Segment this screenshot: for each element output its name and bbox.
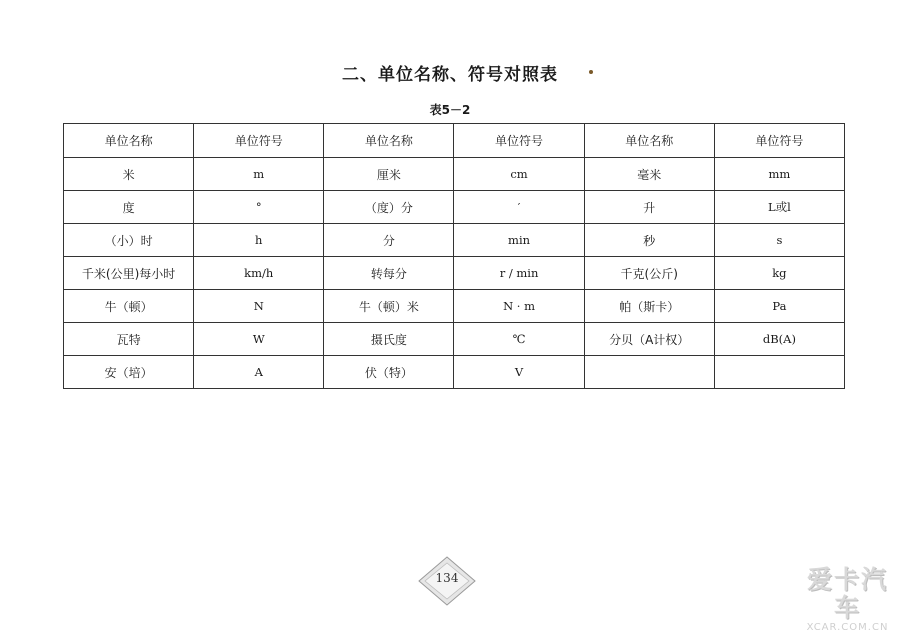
unit-symbol-cell: r / min bbox=[454, 257, 584, 290]
unit-name-cell: 伏（特） bbox=[324, 356, 454, 389]
unit-name-cell: 摄氏度 bbox=[324, 323, 454, 356]
unit-name-cell: 厘米 bbox=[324, 158, 454, 191]
watermark-logo-text: 爱卡汽车 bbox=[806, 565, 888, 622]
unit-name-cell: 帕（斯卡） bbox=[584, 290, 714, 323]
header-unit-symbol: 单位符号 bbox=[454, 124, 584, 158]
table-row bbox=[64, 224, 845, 257]
unit-name-cell: 毫米 bbox=[584, 158, 714, 191]
unit-name-cell: 千米(公里)每小时 bbox=[64, 257, 194, 290]
unit-symbol-cell: kg bbox=[714, 257, 844, 290]
unit-name-cell: 米 bbox=[64, 158, 194, 191]
unit-symbol-cell: cm bbox=[454, 158, 584, 191]
unit-name-cell bbox=[584, 356, 714, 389]
watermark-url-text: XCAR.COM.CN bbox=[806, 622, 889, 633]
table-row bbox=[64, 290, 845, 323]
header-unit-name: 单位名称 bbox=[584, 124, 714, 158]
table-row bbox=[64, 257, 845, 290]
header-unit-symbol: 单位符号 bbox=[194, 124, 324, 158]
unit-symbol-cell: h bbox=[194, 224, 324, 257]
decorative-dot bbox=[589, 70, 593, 74]
unit-symbol-cell: Pa bbox=[714, 290, 844, 323]
unit-symbol-cell: N bbox=[194, 290, 324, 323]
unit-name-cell: 牛（顿）米 bbox=[324, 290, 454, 323]
header-unit-name: 单位名称 bbox=[64, 124, 194, 158]
watermark-logo bbox=[795, 565, 900, 633]
unit-name-cell: 转每分 bbox=[324, 257, 454, 290]
unit-name-cell: 分贝（A计权） bbox=[584, 323, 714, 356]
unit-symbol-cell: s bbox=[714, 224, 844, 257]
unit-symbol-cell: mm bbox=[714, 158, 844, 191]
unit-symbol-cell: ° bbox=[194, 191, 324, 224]
unit-name-cell: 千克(公斤) bbox=[584, 257, 714, 290]
unit-name-cell: 安（培） bbox=[64, 356, 194, 389]
unit-symbol-cell bbox=[714, 356, 844, 389]
unit-symbol-cell: ℃ bbox=[454, 323, 584, 356]
unit-name-cell: 瓦特 bbox=[64, 323, 194, 356]
unit-name-cell: （小）时 bbox=[64, 224, 194, 257]
unit-name-cell: 分 bbox=[324, 224, 454, 257]
unit-symbol-cell: m bbox=[194, 158, 324, 191]
unit-symbol-cell: W bbox=[194, 323, 324, 356]
table-row bbox=[64, 356, 845, 389]
unit-name-cell: 秒 bbox=[584, 224, 714, 257]
unit-name-cell: 度 bbox=[64, 191, 194, 224]
table-caption: 表5－2 bbox=[429, 103, 471, 117]
unit-name-cell: 升 bbox=[584, 191, 714, 224]
unit-symbol-cell: ′ bbox=[454, 191, 584, 224]
unit-symbol-cell: V bbox=[454, 356, 584, 389]
table-row bbox=[64, 323, 845, 356]
unit-symbol-cell: N · m bbox=[454, 290, 584, 323]
unit-symbol-table bbox=[63, 123, 845, 389]
unit-name-cell: 牛（顿） bbox=[64, 290, 194, 323]
unit-symbol-cell: A bbox=[194, 356, 324, 389]
table-row bbox=[64, 191, 845, 224]
header-unit-name: 单位名称 bbox=[324, 124, 454, 158]
unit-name-cell: （度）分 bbox=[324, 191, 454, 224]
unit-symbol-cell: km/h bbox=[194, 257, 324, 290]
table-row bbox=[64, 158, 845, 191]
page-number: 134 bbox=[435, 571, 459, 585]
unit-symbol-cell: min bbox=[454, 224, 584, 257]
unit-symbol-cell: L或l bbox=[714, 191, 844, 224]
header-unit-symbol: 单位符号 bbox=[714, 124, 844, 158]
table-header-row bbox=[64, 124, 845, 158]
unit-symbol-cell: dB(A) bbox=[714, 323, 844, 356]
page-title: 二、单位名称、符号对照表 bbox=[342, 65, 558, 85]
